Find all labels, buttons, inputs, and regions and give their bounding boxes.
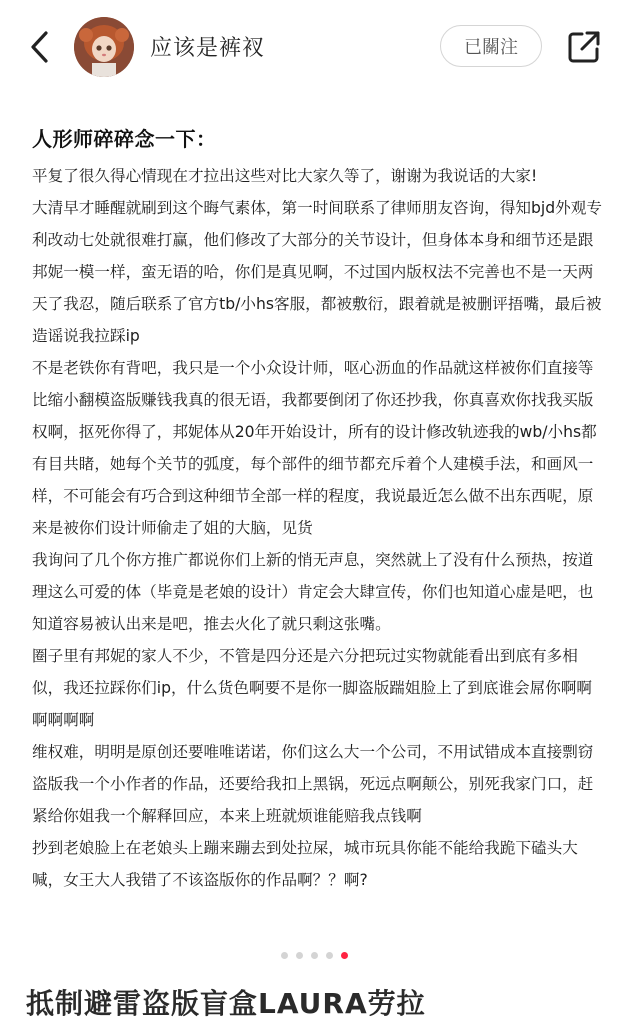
back-button[interactable] <box>24 27 58 67</box>
avatar[interactable] <box>74 17 134 77</box>
post-paragraph: 抄到老娘脸上在老娘头上蹦来蹦去到处拉屎，城市玩具你能不能给我跪下磕头大喊，女王大人我错了不该盗版你的作品啊？？啊? <box>32 839 578 889</box>
post-heading: 人形师碎碎念一下： <box>32 127 217 151</box>
carousel-dot <box>311 952 318 959</box>
carousel-indicator <box>281 952 348 959</box>
carousel-dot <box>326 952 333 959</box>
username[interactable]: 应该是裤衩 <box>150 36 266 61</box>
post-paragraph: 维权难，明明是原创还要唯唯诺诺，你们这么大一个公司，不用试错成本直接剽窃盗版我一个小作者的作品，还要给我扣上黑锅，死远点啊颠公，别死我家门口，赶紧给你姐我一个解释回应，本来上班就烦谁能赔我点钱啊 <box>32 743 594 825</box>
post-paragraph: 我询问了几个你方推广都说你们上新的悄无声息，突然就上了没有什么预热，按道理这么可爱的体（毕竟是老娘的设计）肯定会大肆宣传，你们也知道心虚是吧，也知道容易被认出来是吧，推去火化了就只剩这张嘴。 <box>32 551 594 633</box>
post-paragraph: 平复了很久得心情现在才拉出这些对比大家久等了，谢谢为我说话的大家! <box>32 167 538 185</box>
post-image-content[interactable] <box>32 122 604 896</box>
post-paragraph: 大清早才睡醒就刷到这个晦气素体，第一时间联系了律师朋友咨询，得知bjd外观专利改动七处就很难打赢，他们修改了大部分的关节设计，但身体本身和细节还是跟邦妮一模一样，蛮无语的哈，你们是真见啊，不过国内版权法不完善也不是一天两天了我忍，随后联系了官方tb/小hs客服，都被敷衍，跟着就是被删评捂嘴，最后被造谣说我拉踩ip <box>32 199 602 345</box>
follow-button[interactable]: 已關注 <box>440 25 542 67</box>
share-button[interactable] <box>566 29 602 65</box>
carousel-dot-active <box>341 952 348 959</box>
top-bar <box>0 0 631 94</box>
post-paragraph: 圈子里有邦妮的家人不少，不管是四分还是六分把玩过实物就能看出到底有多相似，我还拉踩你们ip，什么货色啊要不是你一脚盗版踹姐脸上了到底谁会屌你啊啊啊啊啊啊 <box>32 647 593 729</box>
carousel-dot <box>296 952 303 959</box>
doll-avatar-image <box>74 17 134 77</box>
post-paragraph: 不是老铁你有背吧，我只是一个小众设计师，呕心沥血的作品就这样被你们直接等比缩小翻模盗版赚钱我真的很无语，我都要倒闭了你还抄我，你真喜欢你找我买版权啊，抠死你得了，邦妮体从20年开始设计，所有的设计修改轨迹我的wb/小hs都有目共睹，她每个关节的弧度，每个部件的细节都充斥着个人建模手法，和画风一样，不可能会有巧合到这种细节全部一样的程度，我说最近怎么做不出东西呢，原来是被你们设计师偷走了姐的大脑，见货 <box>32 359 597 537</box>
note-title: 抵制避雷盗版盲盒LAURA劳拉 <box>26 987 426 1020</box>
share-icon <box>566 29 602 65</box>
back-chevron-icon <box>24 27 58 67</box>
carousel-dot <box>281 952 288 959</box>
